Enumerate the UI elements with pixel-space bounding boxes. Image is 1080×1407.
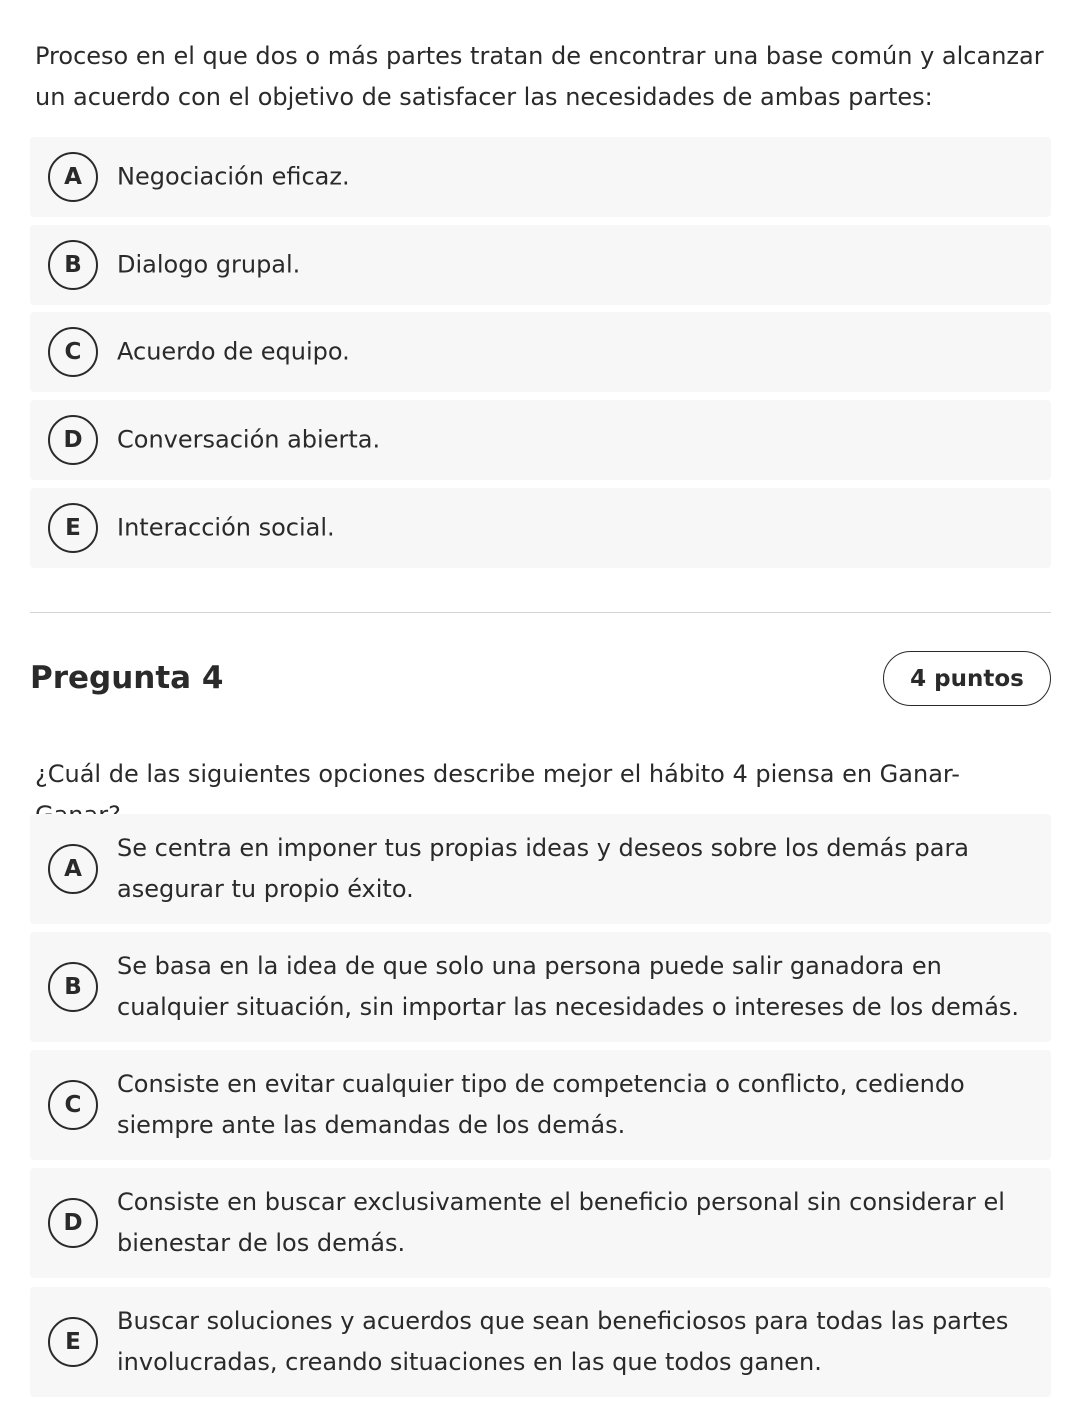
option-letter-badge: A: [48, 844, 98, 894]
option-text: Consiste en evitar cualquier tipo de competencia o conflicto, cediendo siempre ante las demandas de los demás.: [117, 1070, 965, 1139]
option-letter-badge: D: [48, 415, 98, 465]
q4-option-d[interactable]: [30, 1168, 1051, 1278]
option-letter-badge: B: [48, 240, 98, 290]
option-letter-badge: E: [48, 1317, 98, 1367]
points-badge: 4 puntos: [883, 651, 1051, 706]
option-letter-badge: C: [48, 1080, 98, 1130]
q3-option-b[interactable]: [30, 225, 1051, 305]
q3-option-a[interactable]: [30, 137, 1051, 217]
q3-option-c[interactable]: [30, 312, 1051, 392]
option-text: Negociación eficaz.: [117, 162, 350, 191]
option-letter-badge: E: [48, 503, 98, 553]
question-3-prompt: Proceso en el que dos o más partes tratan de encontrar una base común y alcanzar un acuerdo con el objetivo de satisfacer las necesidades de ambas partes:: [35, 42, 1044, 111]
section-divider: [30, 612, 1051, 613]
q4-option-e[interactable]: [30, 1287, 1051, 1397]
option-text: Interacción social.: [117, 513, 335, 542]
option-letter-badge: C: [48, 327, 98, 377]
option-text: Dialogo grupal.: [117, 250, 301, 279]
q4-option-a[interactable]: [30, 814, 1051, 924]
q3-option-d[interactable]: [30, 400, 1051, 480]
option-text: Buscar soluciones y acuerdos que sean beneficiosos para todas las partes involucradas, creando situaciones en las que todos ganen.: [117, 1307, 1009, 1376]
option-text: Acuerdo de equipo.: [117, 337, 350, 366]
q4-option-c[interactable]: [30, 1050, 1051, 1160]
q4-option-b[interactable]: [30, 932, 1051, 1042]
option-letter-badge: D: [48, 1198, 98, 1248]
option-text: Se basa en la idea de que solo una persona puede salir ganadora en cualquier situación, sin importar las necesidades o intereses de los demás.: [117, 952, 1020, 1021]
option-letter-badge: A: [48, 152, 98, 202]
option-text: Consiste en buscar exclusivamente el beneficio personal sin considerar el bienestar de los demás.: [117, 1188, 1005, 1257]
option-text: Se centra en imponer tus propias ideas y deseos sobre los demás para asegurar tu propio éxito.: [117, 834, 970, 903]
option-letter-badge: B: [48, 962, 98, 1012]
option-text: Conversación abierta.: [117, 425, 381, 454]
question-4-prompt: ¿Cuál de las siguientes opciones describe mejor el hábito 4 piensa en Ganar-: [35, 760, 960, 788]
question-title: Pregunta 4: [30, 660, 224, 696]
q3-option-e[interactable]: [30, 488, 1051, 568]
